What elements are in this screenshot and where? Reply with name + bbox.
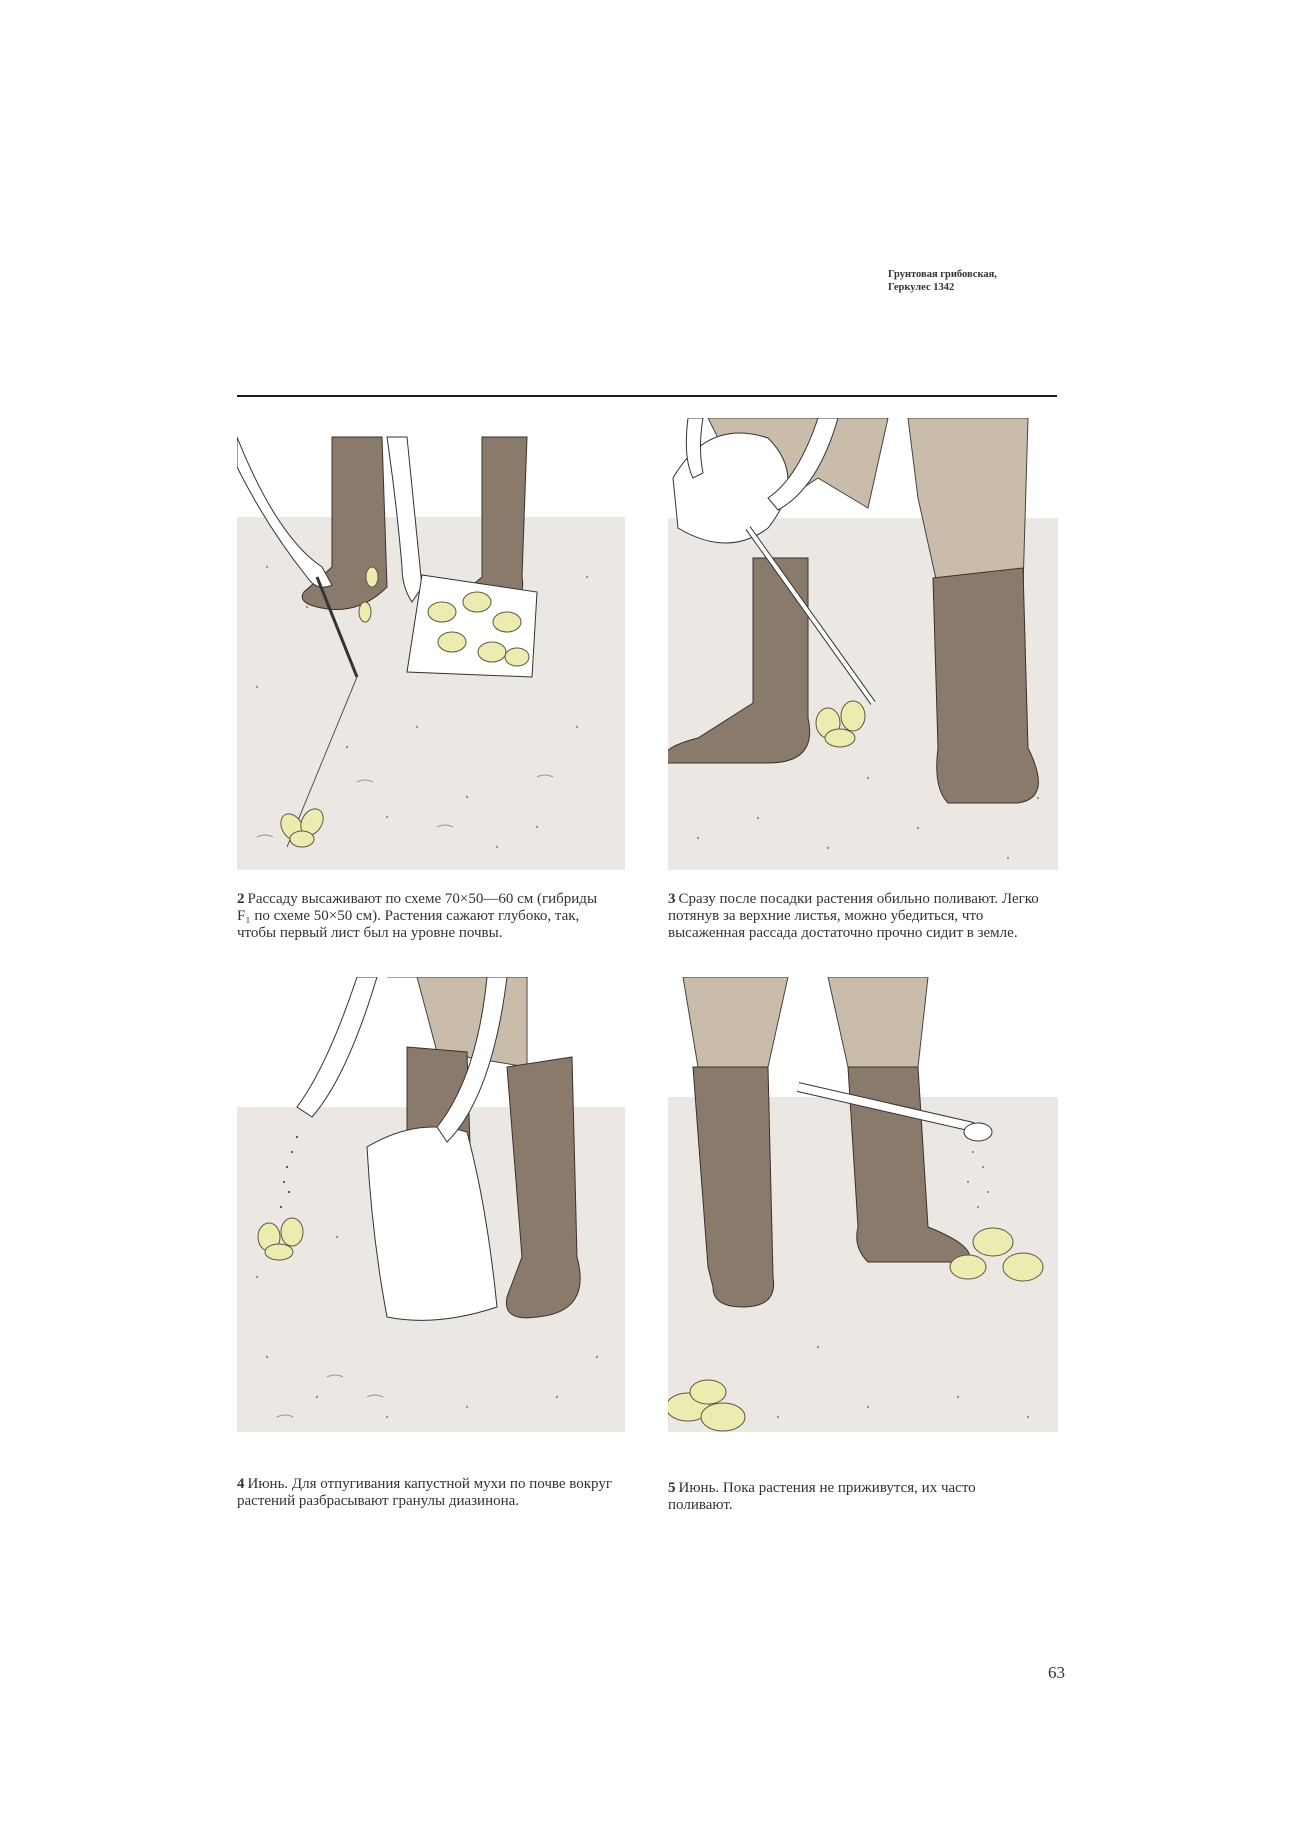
caption-4-text: Июнь. Для отпугивания капустной мухи по почве вокруг растений разбрасывают гранулы диазинона. (237, 1476, 613, 1509)
caption-5-number: 5 (668, 1480, 676, 1496)
caption-5 (668, 1480, 1043, 1514)
caption-3-number: 3 (668, 891, 676, 907)
planting-drawing (237, 427, 625, 870)
illustration-granules (237, 977, 625, 1432)
caption-2-text: Рассаду высаживают по схеме 70×50—60 см (гибриды F₁ по схеме 50×50 см). Растения сажают глубоко, так, чтобы первый лист был на уровне почвы. (237, 891, 598, 941)
horizontal-rule (237, 395, 1057, 397)
watering-drawing (668, 418, 1058, 870)
caption-4 (237, 1476, 612, 1510)
caption-2-number: 2 (237, 891, 245, 907)
frequent-watering-drawing (668, 977, 1058, 1432)
caption-3-text: Сразу после посадки растения обильно поливают. Легко потянув за верхние листья, можно убедиться, что высаженная рассада достаточно прочно сидит в земле. (668, 891, 1039, 941)
caption-2 (237, 891, 612, 942)
granules-drawing (237, 977, 625, 1432)
page-number: 63 (1048, 1663, 1065, 1682)
caption-4-number: 4 (237, 1476, 245, 1492)
header-line-1: Грунтовая грибовская, (888, 269, 997, 280)
caption-3 (668, 891, 1043, 942)
illustration-frequent-watering (668, 977, 1058, 1432)
illustration-planting (237, 427, 625, 870)
running-header (888, 268, 1088, 294)
caption-5-text: Июнь. Пока растения не приживутся, их часто поливают. (668, 1480, 976, 1513)
header-line-2: Геркулес 1342 (888, 282, 955, 293)
illustration-watering (668, 418, 1058, 870)
